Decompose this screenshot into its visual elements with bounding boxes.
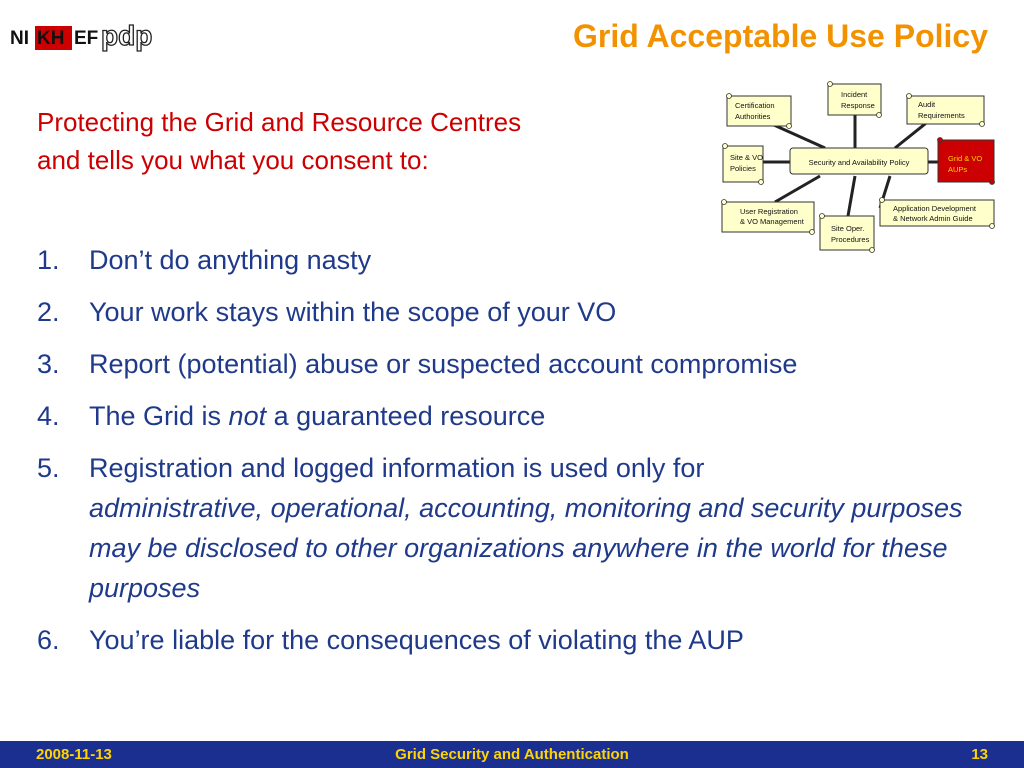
footer-title: Grid Security and Authentication xyxy=(395,746,629,763)
scroll-user-registration xyxy=(722,200,815,235)
svg-text:Site Oper.: Site Oper. xyxy=(831,224,865,233)
subtitle-line-1: Protecting the Grid and Resource Centres xyxy=(37,107,522,137)
scroll-grid-vo-aups xyxy=(938,138,995,185)
list-text-italic-purposes: administrative, operational, accounting, monitoring and security purposes xyxy=(89,493,963,523)
svg-text:Requirements: Requirements xyxy=(918,111,965,120)
aup-consent-list xyxy=(37,240,997,672)
scroll-audit-requirements xyxy=(907,94,985,127)
svg-text:User Registration: User Registration xyxy=(740,207,798,216)
scroll-incident-response xyxy=(828,82,882,118)
list-text: Report (potential) abuse or suspected account compromise xyxy=(89,349,798,379)
list-item xyxy=(37,620,997,660)
list-text: Your work stays within the scope of your VO xyxy=(89,297,617,327)
subtitle xyxy=(37,104,521,179)
svg-text:Certification: Certification xyxy=(735,101,775,110)
list-item xyxy=(37,292,997,332)
list-number: 6. xyxy=(37,625,60,655)
svg-text:Audit: Audit xyxy=(918,100,936,109)
svg-text:& VO Management: & VO Management xyxy=(740,217,804,226)
list-text-pre: The Grid is xyxy=(89,401,229,431)
svg-text:Procedures: Procedures xyxy=(831,235,870,244)
scroll-application-development xyxy=(880,198,995,229)
list-item xyxy=(37,448,997,608)
center-policy-node xyxy=(790,148,928,174)
list-text xyxy=(89,448,997,608)
list-text: You’re liable for the consequences of violating the AUP xyxy=(89,625,744,655)
list-text: Don’t do anything nasty xyxy=(89,245,372,275)
list-number: 3. xyxy=(37,349,60,379)
list-text-italic-disclosure: may be disclosed to other organizations anywhere in the world for these purposes xyxy=(89,533,948,603)
list-text-post: a guaranteed resource xyxy=(266,401,546,431)
scroll-certification-authorities xyxy=(727,94,792,129)
nikhef-logo-text-kh: KH xyxy=(37,28,65,49)
nikhef-logo-text-ef: EF xyxy=(74,28,99,49)
svg-text:Application Development: Application Development xyxy=(893,204,976,213)
list-item xyxy=(37,240,997,280)
list-number: 2. xyxy=(37,297,60,327)
list-text-main: Registration and logged information is used only for xyxy=(89,453,705,483)
svg-text:Policies: Policies xyxy=(730,164,756,173)
policy-diagram xyxy=(710,76,1010,256)
scroll-site-vo-policies xyxy=(723,144,764,185)
nikhef-logo-text-ni: NI xyxy=(10,28,29,49)
svg-text:Incident: Incident xyxy=(841,90,868,99)
footer-date: 2008-11-13 xyxy=(36,746,112,763)
list-item xyxy=(37,396,997,436)
list-number: 4. xyxy=(37,401,60,431)
nikhef-pdp-logo xyxy=(8,14,158,56)
svg-text:Response: Response xyxy=(841,101,875,110)
slide-footer xyxy=(0,741,1024,768)
center-policy-label: Security and Availability Policy xyxy=(808,158,910,167)
list-item xyxy=(37,344,997,384)
slide-title: Grid Acceptable Use Policy xyxy=(573,18,988,54)
pdp-logo-text: pdp xyxy=(101,20,153,51)
svg-text:& Network Admin Guide: & Network Admin Guide xyxy=(893,214,973,223)
list-number: 5. xyxy=(37,453,60,483)
subtitle-line-2: and tells you what you consent to: xyxy=(37,144,429,175)
svg-text:AUPs: AUPs xyxy=(948,165,968,174)
svg-text:Authorities: Authorities xyxy=(735,112,771,121)
svg-text:Grid & VO: Grid & VO xyxy=(948,154,983,163)
svg-text:Site & VO: Site & VO xyxy=(730,153,763,162)
footer-page-number: 13 xyxy=(971,746,988,763)
list-number: 1. xyxy=(37,245,60,275)
list-text-emphasis: not xyxy=(228,401,267,431)
list-text xyxy=(89,396,997,436)
